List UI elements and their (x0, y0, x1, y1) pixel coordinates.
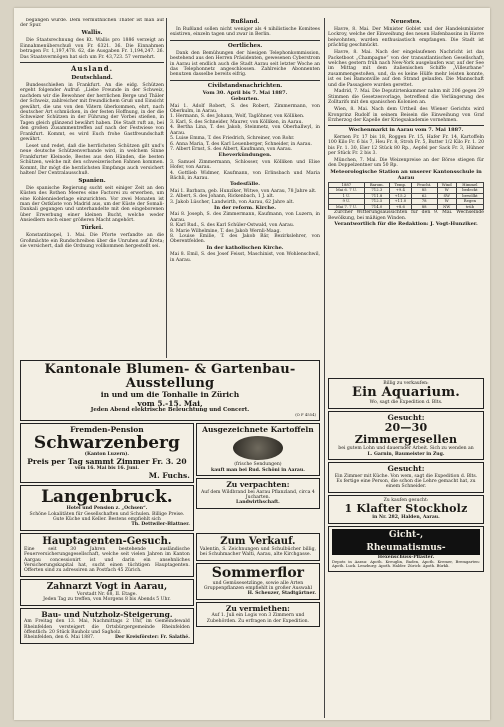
table-cell: 714.0 (364, 204, 389, 209)
neuestes-heading: Neuestes. (390, 19, 422, 25)
redaktion-line: Verantwortlich für die Redaktion: J. Vogt-Hunziker. (334, 221, 478, 228)
table-cell: Mai 6. 7 U. (329, 188, 365, 193)
right-advertisements (328, 378, 484, 574)
ads-left-stack (20, 423, 194, 531)
langenbruck-subtitle: Hotel und Pension z. „Ochsen“. (66, 506, 148, 512)
klafter-subtitle: in Nr. 282, Halden, Aarau. (372, 515, 440, 521)
ehe-heading: Eheverkündungen. (218, 152, 272, 159)
wallis-paragraph: Die Staatsrechnung des Kt. Wallis pro 1886 verzeigt an Einnahmenüberschuß von Fr. 6321. 36. Die Einnahmen betragen Fr. 1,197,478. 62, die Ausgaben Fr. 1,194,247. 26. Das Staatsvermögen hat sich um Fr. 43,723. 57 vermehrt. (20, 38, 164, 60)
civil-date: Vom 30. April bis 7. Mai 1887. (202, 89, 288, 96)
divider (328, 125, 484, 126)
table-cell: Mai 7. 7 U. (329, 204, 365, 209)
kirche-heading: In der reform. Kirche. (214, 204, 276, 211)
bau-footer (24, 635, 190, 640)
kirche-list (170, 212, 320, 244)
markt-heading: Wochenmarkt in Aarau vom 7. Mai 1887. (348, 127, 464, 134)
zumverkauf-title: Zum Verkauf. (220, 535, 296, 547)
ehe-list (170, 160, 320, 182)
zahnarzt-subtitle: Vorstadt Nr. 68, II. Etage. (76, 591, 137, 597)
aquarium-top: Billig zu verkaufen: (383, 381, 429, 386)
table-cell: +11.0 (389, 199, 411, 204)
zimmer-title: 20—30 Zimmergesellen (354, 421, 458, 447)
table-cell: W (437, 188, 456, 193)
divider (20, 62, 164, 63)
oertliches-paragraph: Dank den Bemühungen der hiesigen Telephonkommission, bestehend aus den Herren Präsidenten, gewesenen Cyberstrom in Aarau ist endlich auch die Stadt Aarau seit letzter Woche an das Telephonnetz angeschlossen. Zahlreiche Abonnenten benutzen dasselbe bereits eifrig. (170, 50, 320, 78)
einzimmer-gesucht: Gesucht: (387, 464, 425, 474)
kantonale-date: vom 5.-15. Mai, (137, 398, 203, 408)
deutschland-paragraph-2: Leset und redet, daß die herrlichsten Schützen gilt und's neue deutsche Schützenverbande wird, in welchem Sinne Frankfurter Kleinode, Bestes aus den Händen, die besten Schützen, welche mit den schweizerischen Fahnen kommen. Kommt, Ihr mögt die herzlichsten Empfangs auch versichert halten! Der Centralausschuß. (20, 143, 164, 176)
zimmer-ad (328, 411, 484, 460)
table-cell: 9 U. (329, 199, 365, 204)
langenbruck-title: Langenbruck. (41, 487, 173, 508)
bau-text: Am Freitag den 13. Mai, Nachmittags 2 Uhr, im Gemeindewald Rheinfelden versteigert die Ortsbürgergemeinde Rheinfelden öffentlich: 20 Stück Bauholz und Sagholz. (24, 619, 190, 635)
zahnarzt-ad (20, 579, 194, 606)
oertliches-heading: Oertliches. (227, 42, 263, 49)
zahnarzt-hours: Jeden Tag zu treffen, von Morgens 8 bis Abends 5 Uhr. (43, 597, 171, 603)
fremden-title: Fremden-Pension (70, 424, 144, 434)
ads-left-stack-2 (20, 533, 194, 644)
table-cell: 85 (411, 188, 437, 193)
table-cell: 712.5 (364, 199, 389, 204)
schwarzenberg-date: vom 16. Mai bis 16. Juni. (74, 466, 139, 472)
column-1 (20, 18, 164, 358)
list-item: 7. Albert Ernst, S. des Albert, Kaufmann, von Aarau. (170, 146, 293, 152)
table-header: 1887 (329, 183, 365, 188)
kartoffeln-text: kauft man bei Rud. Schöni in Aarau. (211, 467, 305, 473)
ausland-heading: Ausland. (70, 63, 114, 73)
list-item: 5. Luise Emma, T. des Friedrich, Schreiner, von Rohr. (170, 136, 295, 142)
column-2 (170, 18, 320, 358)
table-cell: +15.2 (389, 193, 411, 198)
divider (170, 80, 320, 81)
deutschland-paragraph: Bundesschießen in Frankfurt. An die eidg. Schützen ergeht folgender Aufruf: „Liebe Freunde in der Schweiz, nachdem wir die Bewohner der herrlichen Berge und Thäler der Schweiz, zahlreicher mit freundlichem Gruß und Einsicht gewährt, die uns von den Vätern überkommen, ehrt, nach deutscher Art schmücken, in der festen Hoffnung, in der die Schweizer Schützen in der Führung der Vorbei stießen, in Tagen gleich glänzend bewährt haben. Die Stadt ruft an, bei den großen Zusammentreffen auf nach der Festwiese von Frankfurt. Kommt, es wird Euch frohe Gastfreundschaft gewährt. (20, 82, 164, 142)
verpachten-title: Zu verpachten: (226, 480, 290, 490)
neuestes-paragraph: Havre, 8. Mai. Der Minister Goblet und der Handelsminister Lockroy, welche der Einweihung des neuen Hafenbassins in Havre beiwohnten, wurden enthusiastisch empfangen. Die Stadt ist prächtig geschmückt. (328, 27, 484, 49)
klafter-title: 1 Klafter Stockholz (344, 502, 468, 516)
list-item: Mai 8. Emil, S. des Josef Feisst, Maschinist, von Wohlenschwil, in Aarau. (170, 252, 320, 263)
table-cell: 712.3 (364, 188, 389, 193)
gicht-ad (328, 526, 484, 572)
kath-list (170, 252, 320, 263)
zuercher-paragraph: Zürcher Witterungsaussichten für den 9. Mai. Wechselnde Bewölkung, bei mäßigen Winden. (328, 210, 484, 221)
list-item: 3. Jakob Lüscher, Landwirth, von Aarau, 62 Jahre alt. (170, 199, 294, 205)
geburten-heading: Geburten. (230, 96, 260, 103)
rheuma-title: Rheumatismus- (332, 542, 480, 555)
langenbruck-text: Schöne Lokalitäten für Gesellschaften und Schulen. Billige Preise. Gute Küche und Keller. Bestens empfiehlt sich (29, 511, 185, 522)
kartoffeln-ad (196, 423, 320, 476)
table-cell: Regen (456, 199, 483, 204)
verpachten-ad (196, 478, 320, 509)
fertig-text: Es fertige eine Person, die schon die Lehre gemacht hat, zu einem Schneider. (336, 479, 476, 490)
sommerflor-title: Sommerflor (211, 564, 305, 581)
table-cell: 711.8 (364, 193, 389, 198)
list-item: 8. Karl Rud., S. des Karl Schüler-Ostwald, von Aarau. (170, 223, 295, 229)
hauptagenten-ad (20, 533, 194, 577)
landwirthschaft-label: Landwirthschaft. (236, 500, 280, 506)
table-cell: 62 (411, 193, 437, 198)
table-header: Himmel (456, 183, 483, 188)
kantonale-ad (20, 360, 320, 421)
ads-right-stack (196, 423, 320, 531)
kath-heading: In der katholischen Kirche. (206, 244, 284, 251)
list-item: 3. Samuel Zimmermann, Schlosser, von Kölliken und Elise Hofer, von Aarau. (170, 159, 320, 171)
schwarzenberg-subtitle: (Kanton Luzern). (84, 452, 130, 458)
zumverkauf-ad (196, 533, 320, 561)
table-cell: 88 (411, 204, 437, 209)
table-header: Temp. (389, 183, 411, 188)
table-row (329, 204, 484, 209)
kantonale-subtitle: in und um die Tonhalle in Zürich (100, 390, 240, 399)
list-item: Mai 1. Barbara, geb. Hunziker, Witwe, von Aarau, 78 Jahre alt. (170, 188, 317, 194)
sommerflor-text: und Gemüsesetzlinge, sowie alle Arten Gruppenpflanzen empfiehlt in großer Auswahl (203, 580, 312, 591)
todes-list (170, 189, 320, 205)
kantonale-code: (O F 4554) (295, 412, 316, 418)
schwarzenberg-title: Schwarzenberg (33, 433, 180, 454)
list-item: 2. Albert, S. des Johann, Rickenbach, 1 J. alt. (170, 194, 275, 200)
sommerflor-owner: H. Scheuzer, Stadtgärtner. (247, 591, 316, 597)
table-cell: bewölkt (456, 193, 483, 198)
bau-place: Rheinfelden, den 6. Mai 1887. (24, 635, 95, 641)
wallis-heading: Wallis. (81, 30, 103, 37)
vermiethen-ad (196, 602, 320, 627)
kantonale-subtitle-2: Jeden Abend elektrische Beleuchtung und Concert. (90, 407, 250, 413)
zimmer-gesucht: Gesucht: (387, 412, 425, 422)
sommerflor-ad (196, 563, 320, 600)
table-cell: NW (437, 204, 456, 209)
list-item: 8. Marie Wilhelmine, T. des Jakob Wernli-Maag. (170, 228, 281, 234)
table-header: Barom. (364, 183, 389, 188)
geburten-list (170, 104, 320, 153)
bau-ad (20, 608, 194, 644)
einzimmer-ad (328, 462, 484, 493)
neuestes-paragraph-2: Havre, 8. Mai. Nach der eingelaufenen Nachricht ist das Packetboot „Champagne“ von der transatlantischen Gesellschaft, welches gestern früh nach New-York ausgelaufen war, auf der See im Mittag mit dem italienischen Schiffe „Villeurbane“ zusammengestoßen, und, da es keine Hülfe mehr leisten konnte, ist es bei Bamonville auf den Strand gelaufen. Die Mannschaft und die Passagiere wurden gerettet. (328, 50, 484, 88)
einzimmer-text: Ein Zimmer mit Küche. Von wem, sagt die Expedition d. Blts. (334, 473, 478, 479)
column-rule (324, 18, 325, 718)
list-item: 8. Louise Emilie, T. des Jakob Bär, Bezirkslehrer, von Oberentfelden. (170, 234, 320, 245)
pflaster-title: Hexenschuss-Pflaster. (377, 554, 435, 560)
vermiethen-title: Zu vermiethen: (225, 603, 290, 613)
tuerkei-heading: Türkei. (80, 225, 104, 232)
russland-paragraph: In Rußland sollen nicht weniger als 4 nihilistische Komitees existiren, einzeln tagen und zwar in Berlin. (170, 27, 320, 38)
vermiethen-text: Auf 1. Juli ein Logis von 3 Zimmern und Zubehörden. Zu erfragen in der Expedition. (206, 613, 310, 624)
intro-paragraph: begangen wurde. Dem vermuthlichen Thäter ist man auf der Spur. (20, 18, 164, 29)
potato-illustration (233, 436, 283, 460)
bau-title: Bau- und Nutzholz-Steigerung. (41, 609, 173, 619)
ads-right-stack-2 (196, 533, 320, 644)
advertisements (20, 360, 320, 716)
meteo-table (328, 182, 484, 210)
table-cell: SW (437, 193, 456, 198)
tuerkei-paragraph: Konstantinopel, 1. Mai. Die Pforte verfandte an die Großmächte ein Rundschreiben über die Unruhen auf Kreta; sie versichert, daß die Ordnung vollkommen hergestellt sei. (20, 233, 164, 249)
verpachten-text: Auf dem Wildbrand bei Aarau Pflanzland, circa 4 Jucharten. (200, 489, 315, 501)
column-rule (166, 18, 167, 358)
table-cell: trüb (456, 204, 483, 209)
meteo-heading: Meteorologische Station an unserer Kantonsschule in Aarau (330, 169, 482, 181)
divider (170, 40, 320, 41)
markt-paragraph: Kernen Fr. 17 bis 18, Roggen Fr. 15, Hafer Fr. 14, Kartoffeln 100 Kilo Fr. 6 bis 7, Heu Fr. 8, Stroh Fr. 5, Butter 1/2 Kilo Fr. 1. 20 bis Fr. 1. 30, Eier 12 Stück 80 Rp., Aepfel per Sack Fr. 3, Hühner per Stück Fr. 2 bis 3. (328, 134, 484, 157)
table-cell: 78 (411, 199, 437, 204)
table-cell: +9.4 (389, 188, 411, 193)
langenbruck-ad (20, 485, 194, 531)
spanien-paragraph: Die spanische Regierung sucht seit einiger Zeit an den Küsten des Rothen Meeres eine Factorei zu erwerben, um eine Kohlenniederlage einzurichten. Vor zwei Monaten ist man der Ostküste von Madrid aus, um der Küste der Somali-Dankali gegangen und unterhandelte mit den eingeborenen über Erwerbung einer kleinen Bucht, welche weder Ansiedlern noch einer größeren Macht angehört. (20, 185, 164, 224)
list-item: Mai 1. Adolf Robert, S. des Robert, Zimmermann, von Oberkulm, in Aarau. (170, 103, 320, 115)
civil-heading: Civilstandsnachrichten. (207, 82, 283, 89)
table-header: Feucht. (411, 183, 437, 188)
zahnarzt-title: Zahnarzt Vogt in Aarau, (46, 581, 168, 592)
todes-heading: Todesfälle. (229, 181, 261, 188)
list-item: 1. Hermann, S. des Johann, Wolf, Taglöhner, von Kölliken. (170, 114, 305, 120)
deutschland-heading: Deutschland. (71, 74, 113, 81)
table-cell: bedeckt (456, 188, 483, 193)
russland-heading: Rußland. (230, 19, 260, 25)
zimmer-text: bei gutem Lohn und dauernder Arbeit. Sich zu wenden an (338, 446, 474, 452)
hauptagenten-text: Eine seit 30 Jahren bestehende ausländische Feuerversicherungsgesellschaft, welche seit vielen Jahren im Kanton Aargau concessionirt ist und darin ein ansehnliches Versicherungskapital hat, sucht einen tüchtigen Hauptagenten. Offerten sind zu adressiren an Postfach 45 Zürich. (24, 546, 190, 574)
kantonale-title: Kantonale Blumen- & Gartenbau-Ausstellung (44, 362, 296, 391)
list-item: 6. Anna Maria, T. des Karl Leuenberger, Schneider, in Aarau. (170, 141, 313, 147)
zumverkauf-text: Valentin, S. Zeichnungen und Schulbücher billig, bei Schuhmacher Walti, Aarau, alte Kirchgasse. (199, 546, 316, 558)
klafter-ad (328, 495, 484, 524)
aquarium-subtitle: Wo, sagt die Expedition d. Blts. (369, 400, 443, 406)
table-cell: +8.6 (389, 204, 411, 209)
schwarzenberg-price: Preis per Tag sammt Zimmer Fr. 3. 20 (27, 456, 187, 466)
list-item: Mai 8. Joseph, S. des Zimmermann, Kaufmann, von Luzern, in Aarau. (170, 212, 320, 223)
muenchen-paragraph: München, 7. Mai. Die Weizenpreise an der Börse stiegen für den Doppelzentner um 50 Rp. (328, 157, 484, 169)
neuestes-paragraph-3: Madrid, 7. Mai. Die Deputirtenkammer nahm mit 206 gegen 29 Stimmen die Gesetzesvorlage, betreffend die Verlängerung des Zolltarifs mit den spanischen Kolonien an. (328, 89, 484, 106)
schwarzenberg-owner: M. Fuchs. (148, 470, 190, 480)
table-cell: 1 U. (329, 193, 365, 198)
aquarium-ad (328, 378, 484, 409)
gicht-title: Gicht-, (332, 529, 480, 542)
aquarium-title: Ein Aquarium. (352, 385, 460, 401)
ads-row-2 (20, 533, 320, 644)
langenbruck-owner: Th. Dettwiler-Blattner. (131, 522, 190, 528)
newspaper-page (14, 8, 490, 720)
bau-owner: Der Kreisförster: Fr. Salathé. (115, 635, 190, 641)
hauptagenten-title: Hauptagenten-Gesuch. (42, 535, 172, 547)
ads-row-1 (20, 423, 320, 531)
list-item: 3. Karl, S. des Schneider, Maurer, von Kölliken, in Aarau. (170, 119, 303, 125)
kartoffeln-title: Ausgezeichnete Kartoffeln (202, 424, 314, 434)
pension-ad (20, 423, 194, 483)
list-item: 4. Bertha Lina, T. des Jakob, Steinmetz, von Oberhallwyl, in Aarau. (170, 125, 320, 136)
kartoffeln-subtitle: (frische Sendungen) (234, 462, 282, 468)
klafter-top: Zu kaufen gesucht: (383, 497, 429, 503)
table-cell: W (437, 199, 456, 204)
zimmer-owner: L. Garnin, Baumeister in Zug. (367, 451, 445, 457)
spanien-heading: Spanien. (78, 177, 106, 184)
list-item: 4. Gottlieb Widmer, Kaufmann, von Erlinsbach und Maria Bächli, in Aarau. (170, 170, 320, 181)
table-header: Wind (437, 183, 456, 188)
neuestes-paragraph-4: Wien, 8. Mai. Nach dem Urtheil des Wiener Gerichts wird Kronprinz Rudolf in seinem Beisein die Einweihung von Graf Erzherzog der Kapelle der Kriegsakademie vornehmen. (328, 107, 484, 123)
depots-text: Depots in Aarau: Apoth. Kreuglin, Baden, Apoth. Kremer, Bremgarten: Apoth. Luck. Lenzburg: Apoth. Halder. Zürich: Apoth. Bürkli. (332, 559, 480, 569)
